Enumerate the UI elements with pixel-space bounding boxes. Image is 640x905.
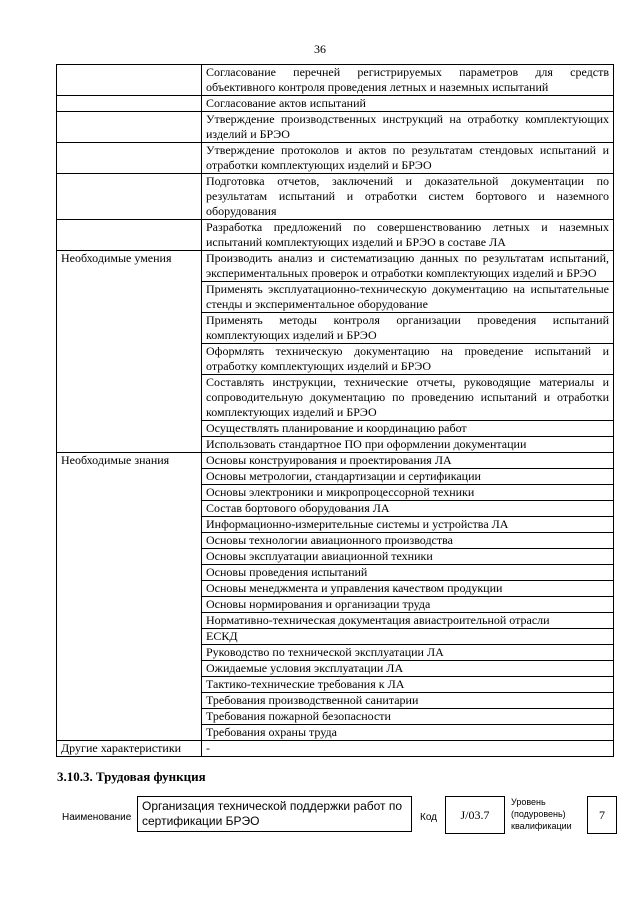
table-row: Утверждение протоколов и актов по результатам стендовых испытаний и отработки комплектующих изделий и БРЭО: [202, 143, 614, 174]
requirements-table: [56, 64, 614, 757]
table-row: Основы электроники и микропроцессорной техники: [202, 485, 614, 501]
knowledge-label: Необходимые знания: [57, 453, 202, 741]
table-row: Основы нормирования и организации труда: [202, 597, 614, 613]
table-row: Оформлять техническую документацию на проведение испытаний и отработку комплектующих изделий и БРЭО: [202, 344, 614, 375]
level-label: [511, 796, 572, 832]
empty-label-cell: [57, 220, 202, 251]
table-row: Подготовка отчетов, заключений и доказательной документации по результатам испытаний и отработки систем бортового и наземного оборудования: [202, 174, 614, 220]
name-value: Организация технической поддержки работ по сертификации БРЭО: [137, 796, 412, 832]
table-row: Применять эксплуатационно-техническую документацию на испытательные стенды и экспериментальное оборудование: [202, 282, 614, 313]
table-row: Основы метрологии, стандартизации и сертификации: [202, 469, 614, 485]
table-row: Использовать стандартное ПО при оформлении документации: [202, 437, 614, 453]
code-value: J/03.7: [445, 796, 505, 834]
other-value: -: [202, 741, 614, 757]
section-heading: 3.10.3. Трудовая функция: [57, 769, 206, 784]
table-row: Составлять инструкции, технические отчеты, руководящие материалы и сопроводительную документацию по проведению испытаний и отработки комплектующих изделий и БРЭО: [202, 375, 614, 421]
table-row: Основы конструирования и проектирования ЛА: [202, 453, 614, 469]
table-row: Применять методы контроля организации проведения испытаний комплектующих изделий и БРЭО: [202, 313, 614, 344]
table-row: Утверждение производственных инструкций на отработку комплектующих изделий и БРЭО: [202, 112, 614, 143]
table-row: Основы проведения испытаний: [202, 565, 614, 581]
table-row: Основы менеджмента и управления качеством продукции: [202, 581, 614, 597]
table-row: Основы эксплуатации авиационной техники: [202, 549, 614, 565]
table-row: Состав бортового оборудования ЛА: [202, 501, 614, 517]
table-row: Разработка предложений по совершенствованию летных и наземных испытаний комплектующих изделий и БРЭО в составе ЛА: [202, 220, 614, 251]
table-row: Основы технологии авиационного производства: [202, 533, 614, 549]
table-row: Осуществлять планирование и координацию работ: [202, 421, 614, 437]
level-label-line: (подуровень): [511, 809, 566, 819]
table-row: Нормативно-техническая документация авиастроительной отрасли: [202, 613, 614, 629]
level-label-line: квалификации: [511, 821, 572, 831]
empty-label-cell: [57, 112, 202, 143]
empty-label-cell: [57, 143, 202, 174]
other-label: Другие характеристики: [57, 741, 202, 757]
table-row: Согласование перечней регистрируемых параметров для средств объективного контроля проведения летных и наземных испытаний: [202, 65, 614, 96]
table-row: Информационно-измерительные системы и устройства ЛА: [202, 517, 614, 533]
labor-function-row: [57, 796, 617, 841]
name-label: Наименование: [62, 812, 132, 823]
skills-label: Необходимые умения: [57, 251, 202, 453]
table-row: Требования производственной санитарии: [202, 693, 614, 709]
table-row: Согласование актов испытаний: [202, 96, 614, 112]
table-row: Тактико-технические требования к ЛА: [202, 677, 614, 693]
table-row: Требования пожарной безопасности: [202, 709, 614, 725]
level-label-line: Уровень: [511, 797, 546, 807]
table-row: Руководство по технической эксплуатации ЛА: [202, 645, 614, 661]
table-row: ЕСКД: [202, 629, 614, 645]
page-number: 36: [314, 42, 326, 56]
table-row: Ожидаемые условия эксплуатации ЛА: [202, 661, 614, 677]
code-label: Код: [420, 812, 438, 823]
empty-label-cell: [57, 174, 202, 220]
table-row: Производить анализ и систематизацию данных по результатам испытаний, экспериментальных проверок и отработки комплектующих изделий и БРЭО: [202, 251, 614, 282]
empty-label-cell: [57, 96, 202, 112]
level-value: 7: [587, 796, 617, 834]
empty-label-cell: [57, 65, 202, 96]
table-row: Требования охраны труда: [202, 725, 614, 741]
